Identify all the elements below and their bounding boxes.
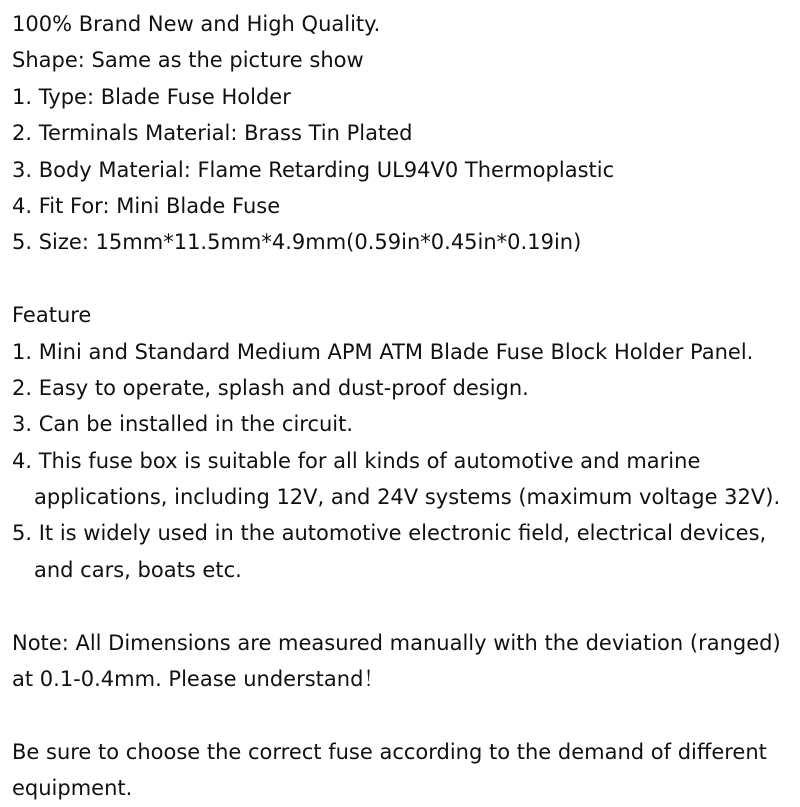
spec-body: 3. Body Material: Flame Retarding UL94V0 Thermoplastic: [12, 157, 615, 182]
note-line-1: Note: All Dimensions are measured manually with the deviation (ranged): [12, 630, 781, 655]
spacer: [12, 697, 798, 733]
advice-line-2: equipment.: [12, 776, 133, 801]
feature-heading: Feature: [12, 303, 92, 328]
advice-line-1: Be sure to choose the correct fuse according to the demand of different: [12, 739, 767, 764]
spec-size: 5. Size: 15mm*11.5mm*4.9mm(0.59in*0.45in*0.19in): [12, 230, 582, 255]
feature-item-5: 5. It is widely used in the automotive electronic field, electrical devices,: [12, 521, 767, 546]
feature-item-5-continued: and cars, boats etc.: [34, 557, 242, 582]
feature-item-4-continued: applications, including 12V, and 24V systems (maximum voltage 32V).: [34, 485, 781, 510]
feature-item-3: 3. Can be installed in the circuit.: [12, 412, 354, 437]
spec-terminals: 2. Terminals Material: Brass Tin Plated: [12, 121, 413, 146]
feature-item-4: 4. This fuse box is suitable for all kinds of automotive and marine: [12, 448, 701, 473]
spec-type: 1. Type: Blade Fuse Holder: [12, 84, 291, 109]
quality-line: 100% Brand New and High Quality.: [12, 12, 381, 36]
spec-fit: 4. Fit For: Mini Blade Fuse: [12, 193, 281, 218]
spacer: [12, 588, 798, 624]
shape-line: Shape: Same as the picture show: [12, 48, 364, 73]
product-description: [12, 6, 798, 807]
feature-item-2: 2. Easy to operate, splash and dust-proof design.: [12, 375, 529, 400]
feature-item-1: 1. Mini and Standard Medium APM ATM Blade Fuse Block Holder Panel.: [12, 339, 754, 364]
spacer: [12, 261, 798, 297]
note-line-2: at 0.1-0.4mm. Please understand！: [12, 667, 385, 692]
